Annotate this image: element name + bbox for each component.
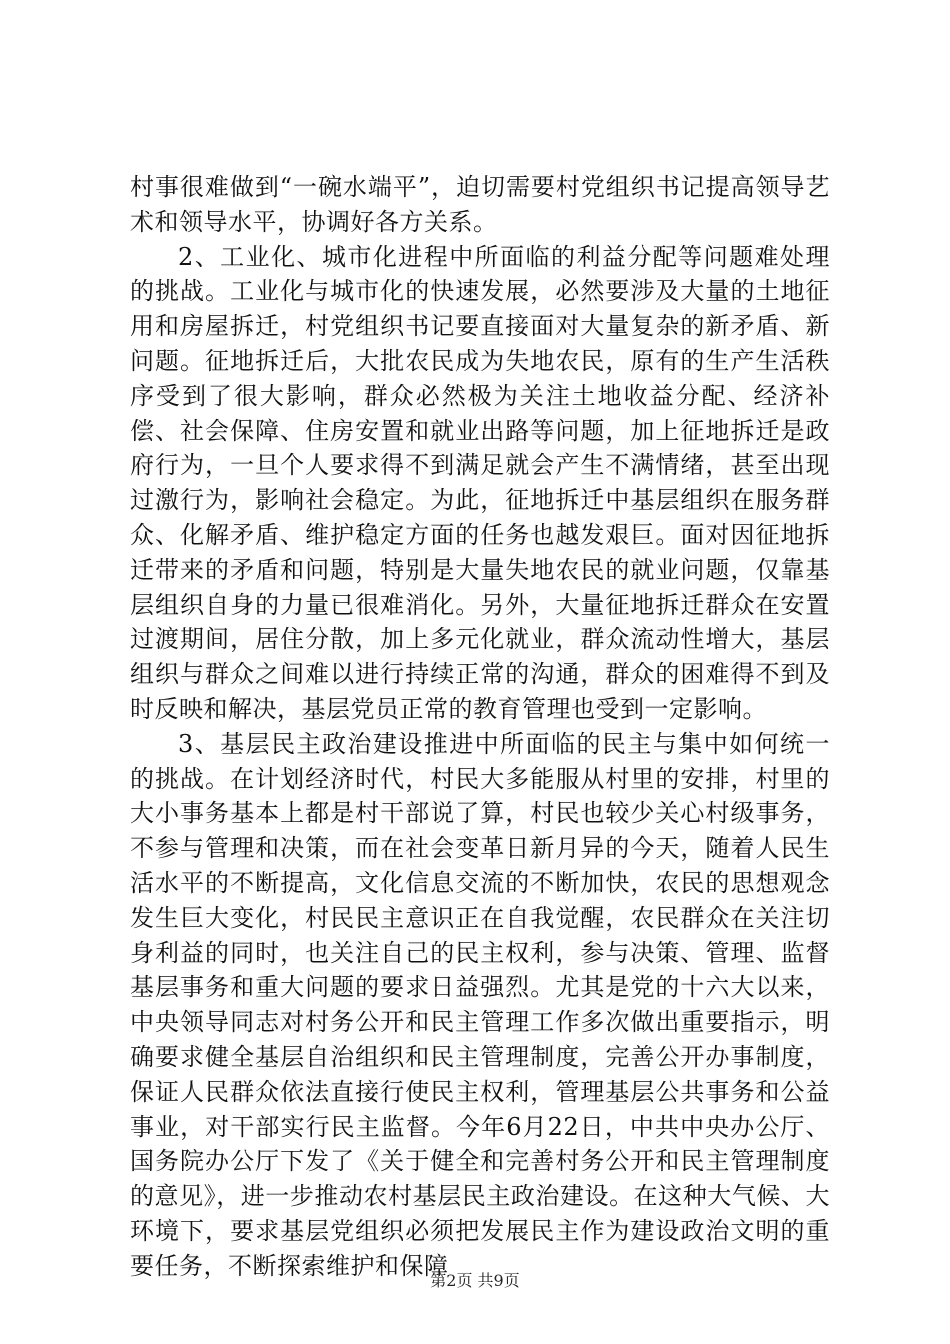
paragraph-2: 2、工业化、城市化进程中所面临的利益分配等问题难处理的挑战。工业化与城市化的快速发展，必然要涉及大量的土地征用和房屋拆迁，村党组织书记要直接面对大量复杂的新矛盾、新问题。征地拆迁后，大批农民成为失地农民，原有的生产生活秩序受到了很大影响，群众必然极为关注土地收益分配、经济补偿、社会保障、住房安置和就业出路等问题，加上征地拆迁是政府行为，一旦个人要求得不到满足就会产生不满情绪，甚至出现过激行为，影响社会稳定。为此，征地拆迁中基层组织在服务群众、化解矛盾、维护稳定方面的任务也越发艰巨。面对因征地拆迁带来的矛盾和问题，特别是大量失地农民的就业问题，仅靠基层组织自身的力量已很难消化。另外，大量征地拆迁群众在安置过渡期间，居住分散，加上多元化就业，群众流动性增大，基层组织与群众之间难以进行持续正常的沟通，群众的困难得不到及时反映和解决，基层党员正常的教育管理也受到一定影响。 [130,242,830,723]
document-body [130,170,830,1284]
paragraph-1: 村事很难做到“一碗水端平”，迫切需要村党组织书记提高领导艺术和领导水平，协调好各方关系。 [130,173,830,236]
page-number-label: 第2页 共9页 [430,1271,520,1290]
paragraph-3: 3、基层民主政治建设推进中所面临的民主与集中如何统一的挑战。在计划经济时代，村民大多能服从村里的安排，村里的大小事务基本上都是村干部说了算，村民也较少关心村级事务，不参与管理和决策，而在社会变革日新月异的今天，随着人民生活水平的不断提高，文化信息交流的不断加快，农民的思想观念发生巨大变化，村民民主意识正在自我觉醒，农民群众在关注切身利益的同时，也关注自己的民主权利，参与决策、管理、监督基层事务和重大问题的要求日益强烈。尤其是党的十六大以来，中央领导同志对村务公开和民主管理工作多次做出重要指示，明确要求健全基层自治组织和民主管理制度，完善公开办事制度，保证人民群众依法直接行使民主权利，管理基层公共事务和公益事业，对干部实行民主监督。今年6月22日，中共中央办公厅、国务院办公厅下发了《关于健全和完善村务公开和民主管理制度的意见》，进一步推动农村基层民主政治建设。在这种大气候、大环境下，要求基层党组织必须把发展民主作为建设政治文明的重要任务，不断探索维护和保障 [130,729,830,1280]
page-footer [0,1268,950,1291]
